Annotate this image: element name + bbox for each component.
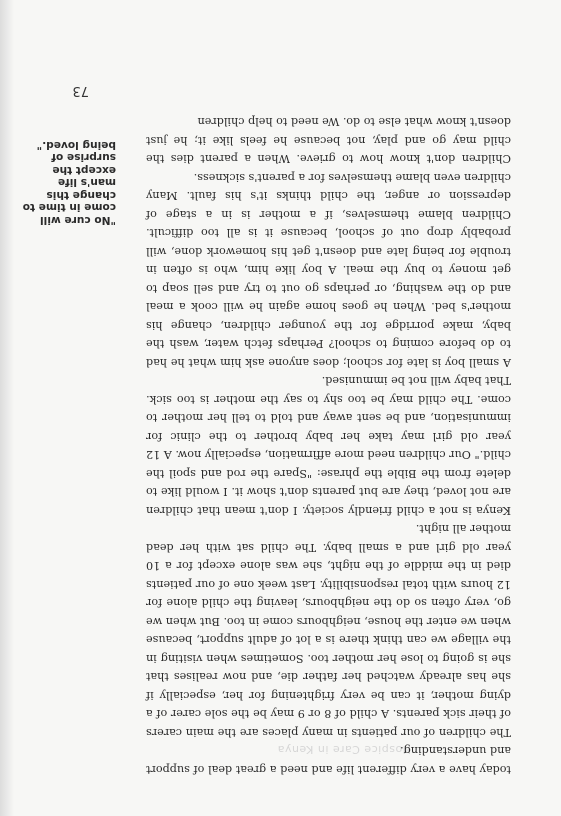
paragraph: today have a very different life and need a great deal of support and understanding. [146,744,511,776]
paragraph: Children don't know how to grieve. When a parent dies the child may go and play, not because he feels like it; he just doesn't know what else to do. We need to help children [146,115,511,166]
body-text [146,112,511,778]
paragraph: Kenya is not a child friendly society. I don't mean that children are not loved, they are but parents don't show it. I would like to delete from the Bible the phrase: "Spare the rod and spoil the child." Our children need more affirmation, especially now. A 12 year old girl may take her baby brother to the clinic for immunisation, and be sent away and told to tell her mother to come. The child may be too shy to say the mother is too sick. That baby will not be immunised. [146,374,511,517]
page-edge-shadow [0,0,14,816]
running-header-bleed: Hospice Care in Kenya [277,743,411,756]
paragraph: The children of our patients in many places are the main carers of their sick parents. A child of 8 or 9 may be the sole carer of a dying mother, it can be very frightening for her, especially if she has already watched her father die, and now realises that she is going to lose her mother too. Sometimes when visiting in the village we can think there is a lot of adult support, because when we enter the house, neighbours come in too. But when we go, very often so do the neighbours, leaving the child alone for 12 hours with total responsibility. Last week one of our patients died in the middle of the night, she was alone except for a 10 year old girl and a small baby. The child sat with her dead mother all night. [146,522,511,739]
paragraph: A small boy is late for school; does anyone ask him what he had to do before coming to school? Perhaps fetch water, wash the baby, make porridge for the younger children, change his mother's bed. When he goes home again he will cook a meal and do the washing, or perhaps go out to try and sell soap to get money to buy the meal. A boy like him, who is often in trouble for being late and doesn't get his homework done, will probably drop out of school, because it is all too difficult. Children blame themselves, if a mother is in a stage of depression or anger, the child thinks it's his fault. Many children even blame themselves for a parent's sickness. [146,171,511,369]
page-number: 73 [72,83,89,98]
pull-quote: "No cure will come in time to change this man's life except the surprise of being loved." [22,139,116,226]
